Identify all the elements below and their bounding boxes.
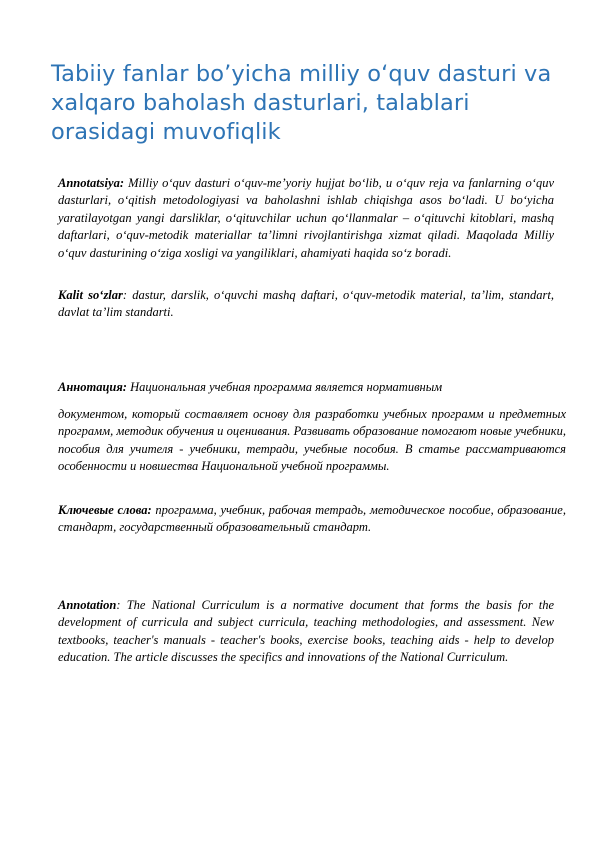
uz-abstract-label: Annotatsiya: — [58, 176, 124, 190]
en-abstract-text: : The National Curriculum is a normative document that forms the basis for the development of curricula and subject curricula, teaching methodologies, and assessment. New textbooks, teacher's manuals - teacher's books, exercise books, teaching aids - help to develop education. The article discusses the specifics and innovations of the National Curriculum. — [58, 598, 554, 665]
uz-keywords-text: : dastur, darslik, o‘quvchi mashq daftari, o‘quv-metodik material, ta’lim, standart, davlat ta’lim standarti. — [58, 288, 554, 320]
uz-abstract-text: Milliy o‘quv dasturi o‘quv-me’yoriy hujjat bo‘lib, u o‘quv reja va fanlarning o‘quv dasturlari, o‘qitish metodologiyasi va baholashni ishlab chiqishga asos bo‘ladi. U bo‘yicha yaratilayotgan yangi darsliklar, o‘qituvchilar uchun qo‘llanmalar – o‘qituvchi kitoblari, mashq daftarlari, o‘quv-metodik materiallar ta’limni rivojlantirishga xizmat qiladi. Maqolada Milliy o‘quv dasturining o‘ziga xosligi va yangiliklari, ahamiyati haqida so‘z boradi. — [58, 176, 554, 260]
uz-abstract — [58, 175, 554, 262]
ru-abstract-text: документом, который составляет основу для разработки учебных программ и предметных программ, методик обучения и оценивания. Развивать образование помогают новые учебники, пособия для учителя - учебники, тетради, учебные пособия. В статье рассматриваются особенности и новшества Национальной учебной программы. — [58, 407, 566, 474]
ru-keywords-label: Ключевые слова: — [58, 503, 152, 517]
ru-abstract-line1: Национальная учебная программа является нормативным — [126, 380, 443, 394]
ru-abstract-first-line — [58, 379, 566, 396]
ru-keywords-text: программа, учебник, рабочая тетрадь, методическое пособие, образование, стандарт, государственный образовательный стандарт. — [58, 503, 566, 535]
ru-abstract-label: Аннотация: — [58, 380, 127, 394]
en-abstract-label: Annotation — [58, 598, 117, 612]
en-abstract — [58, 597, 554, 667]
uz-keywords — [58, 287, 554, 322]
ru-keywords — [58, 502, 566, 537]
paper-title: Tabiiy fanlar bo’yicha milliy o‘quv dasturi va xalqaro baholash dasturlari, talablari orasidagi muvofiqlik — [51, 61, 552, 145]
uz-keywords-label: Kalit so‘zlar — [58, 288, 123, 302]
